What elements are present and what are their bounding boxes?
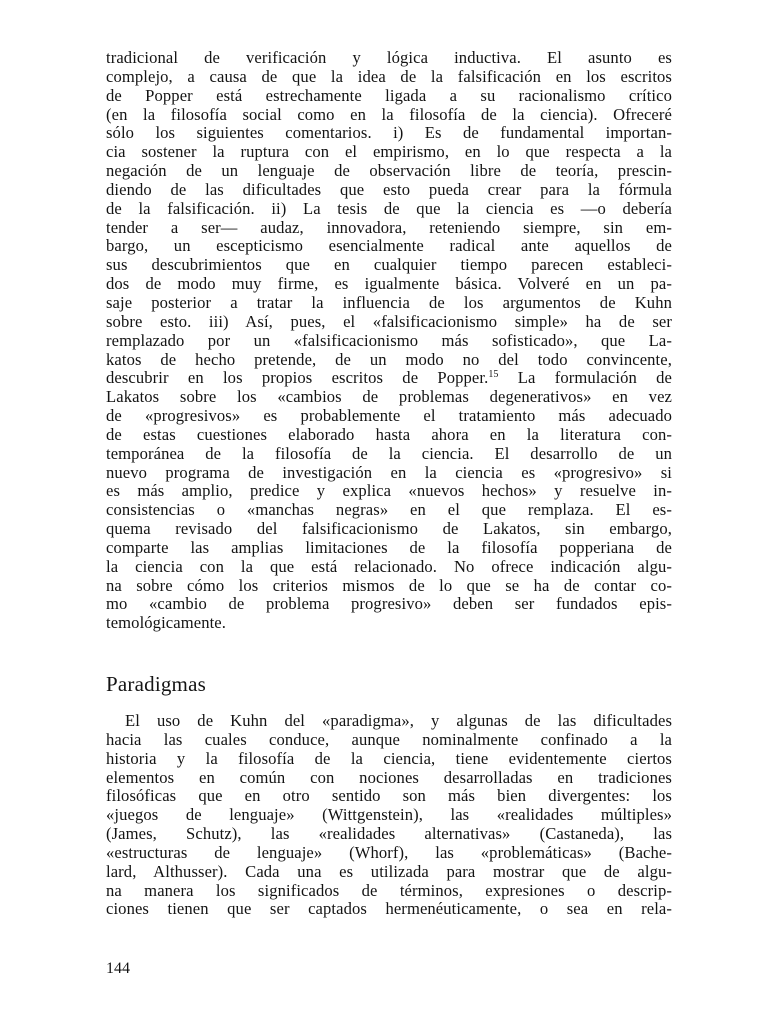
section-heading: Paradigmas — [106, 672, 206, 696]
text-line: diendo de las dificultades que esto pueda crear para la fórmula — [106, 179, 672, 199]
text-line: historia y la filosofía de la ciencia, tiene evidentemente ciertos — [106, 748, 672, 768]
text-line: «juegos de lenguaje» (Wittgenstein), las «realidades múltiples» — [106, 805, 672, 825]
text-line: remplazado por un «falsificacionismo más sofisticado», que La- — [106, 330, 672, 350]
text-line: saje posterior a tratar la influencia de los argumentos de Kuhn — [106, 292, 672, 312]
text-line: de Popper está estrechamente ligada a su racionalismo crítico — [106, 85, 672, 105]
text-line: temporánea de la filosofía de la ciencia. El desarrollo de un — [106, 443, 672, 463]
text-line: (en la filosofía social como en la filosofía de la ciencia). Ofreceré — [106, 104, 672, 124]
text-line: na sobre cómo los criterios mismos de lo que se ha de contar co- — [106, 575, 672, 595]
text-line-with-footnote — [106, 369, 672, 388]
text-segment: descubrir en los propios escritos de Popper. — [106, 368, 489, 388]
text-line: complejo, a causa de que la idea de la falsificación en los escritos — [106, 66, 672, 86]
text-line: dos de modo muy firme, es igualmente básica. Volveré en un pa- — [106, 274, 672, 294]
text-line: consistencias o «manchas negras» en el que remplaza. El es- — [106, 500, 672, 520]
text-line: nuevo programa de investigación en la ciencia es «progresivo» si — [106, 462, 672, 482]
text-line: Lakatos sobre los «cambios de problemas degenerativos» en vez — [106, 387, 672, 407]
text-line: es más amplio, predice y explica «nuevos hechos» y resuelve in- — [106, 481, 672, 501]
text-line: El uso de Kuhn del «paradigma», y algunas de las dificultades — [125, 711, 672, 730]
text-line: negación de un lenguaje de observación libre de teoría, prescin- — [106, 161, 672, 181]
text-segment: La formulación de — [498, 368, 672, 388]
text-line: sólo los siguientes comentarios. i) Es de fundamental importan- — [106, 123, 672, 143]
text-line: de estas cuestiones elaborado hasta ahora en la literatura con- — [106, 424, 672, 444]
text-line: na manera los significados de términos, expresiones o descrip- — [106, 880, 672, 900]
body-text-block — [106, 49, 672, 633]
text-line: de la falsificación. ii) La tesis de que la ciencia es —o debería — [106, 198, 672, 218]
text-line: bargo, un escepticismo esencialmente radical ante aquellos de — [106, 236, 672, 256]
text-line: «estructuras de lenguaje» (Whorf), las «problemáticas» (Bache- — [106, 842, 672, 862]
text-line: quema revisado del falsificacionismo de Lakatos, sin embargo, — [106, 519, 672, 539]
text-line: mo «cambio de problema progresivo» deben ser fundados epis- — [106, 594, 672, 614]
text-line: katos de hecho pretende, de un modo no del todo convincente, — [106, 349, 672, 369]
text-line: cia sostener la ruptura con el empirismo, en lo que respecta a la — [106, 142, 672, 162]
footnote-reference[interactable]: 15 — [488, 369, 499, 381]
page-number: 144 — [106, 960, 130, 977]
text-line: la ciencia con la que está relacionado. No ofrece indicación algu- — [106, 556, 672, 576]
text-line: lard, Althusser). Cada una es utilizada para mostrar que de algu- — [106, 861, 672, 881]
text-line: tradicional de verificación y lógica inductiva. El asunto es — [106, 48, 672, 67]
text-line: tender a ser— audaz, innovadora, reteniendo siempre, sin em- — [106, 217, 672, 237]
text-line: de «progresivos» es probablemente el tratamiento más adecuado — [106, 406, 672, 426]
text-line: ciones tienen que ser captados hermenéuticamente, o sea en rela- — [106, 899, 672, 919]
text-line: sus descubrimientos que en cualquier tiempo parecen estableci- — [106, 255, 672, 275]
text-line: sobre esto. iii) Así, pues, el «falsificacionismo simple» ha de ser — [106, 311, 672, 331]
text-line: temológicamente. — [106, 613, 227, 633]
text-line: elementos en común con nociones desarrolladas en tradiciones — [106, 767, 672, 787]
text-line: (James, Schutz), las «realidades alternativas» (Castaneda), las — [106, 824, 672, 844]
text-line: hacia las cuales conduce, aunque nominalmente confinado a la — [106, 729, 672, 749]
text-line: comparte las amplias limitaciones de la filosofía popperiana de — [106, 537, 672, 557]
body-text-block — [106, 712, 672, 919]
text-line: filosóficas que en otro sentido son más bien divergentes: los — [106, 786, 672, 806]
